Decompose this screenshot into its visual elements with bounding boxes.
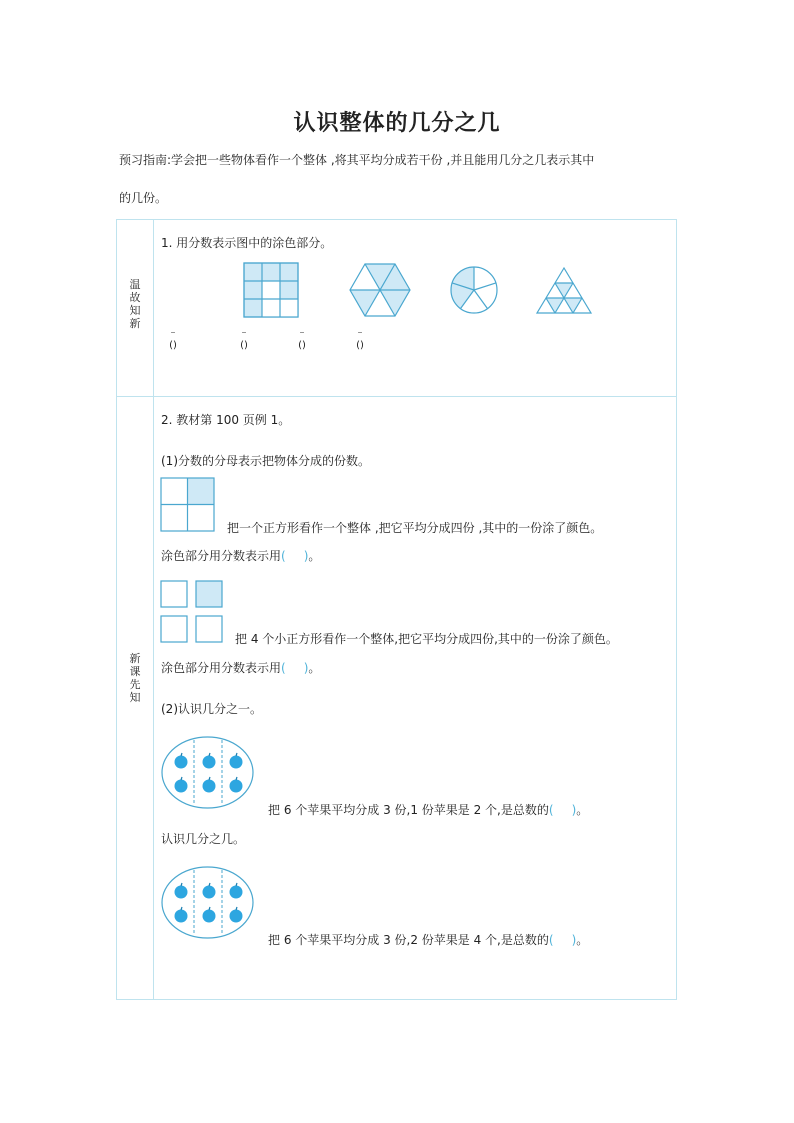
question-2: 2. 教材第 100 页例 1。 [161, 413, 291, 427]
sub-title: 认识几分之几。 [161, 832, 246, 846]
triangle-figure [537, 268, 591, 313]
apple-text-1: 把 6 个苹果平均分成 3 份,1 份苹果是 2 个,是总数的( )。 [268, 803, 589, 817]
table-divider-horizontal [116, 396, 677, 397]
grid-3x3-figure [244, 263, 298, 317]
apple-group-figure-2 [161, 866, 254, 939]
answer-blank-3[interactable]: ⁻ () [298, 330, 306, 351]
part-1-title: (1)分数的分母表示把物体分成的份数。 [161, 454, 370, 468]
table-divider-vertical [153, 219, 154, 1000]
answer-blank-1[interactable]: ⁻ () [169, 330, 177, 351]
guide-line-2: 的几份。 [119, 191, 168, 205]
four-squares-figure [161, 581, 222, 642]
fill-line-b: 涂色部分用分数表示用( )。 [161, 661, 321, 675]
guide-line-1: 预习指南:学会把一些物体看作一个整体 ,将其平均分成若干份 ,并且能用几分之几表示其中 [119, 153, 595, 167]
section-label-review: 温故知新 [129, 278, 141, 330]
square-2x2-figure [161, 478, 214, 531]
part-2-title: (2)认识几分之一。 [161, 702, 262, 716]
section-label-preview: 新课先知 [129, 652, 141, 704]
apple-text-2: 把 6 个苹果平均分成 3 份,2 份苹果是 4 个,是总数的( )。 [268, 933, 589, 947]
apple-group-figure-1 [161, 736, 254, 809]
page-title: 认识整体的几分之几 [293, 111, 501, 136]
circle-figure [451, 267, 497, 313]
question-1: 1. 用分数表示图中的涂色部分。 [161, 236, 333, 250]
text-square-whole: 把一个正方形看作一个整体 ,把它平均分成四份 ,其中的一份涂了颜色。 [227, 521, 603, 535]
fill-line-a: 涂色部分用分数表示用( )。 [161, 549, 321, 563]
answer-blank-2[interactable]: ⁻ () [240, 330, 248, 351]
text-four-squares: 把 4 个小正方形看作一个整体,把它平均分成四份,其中的一份涂了颜色。 [235, 632, 618, 646]
hexagon-figure [350, 264, 410, 316]
answer-blank-4[interactable]: ⁻ () [356, 330, 364, 351]
